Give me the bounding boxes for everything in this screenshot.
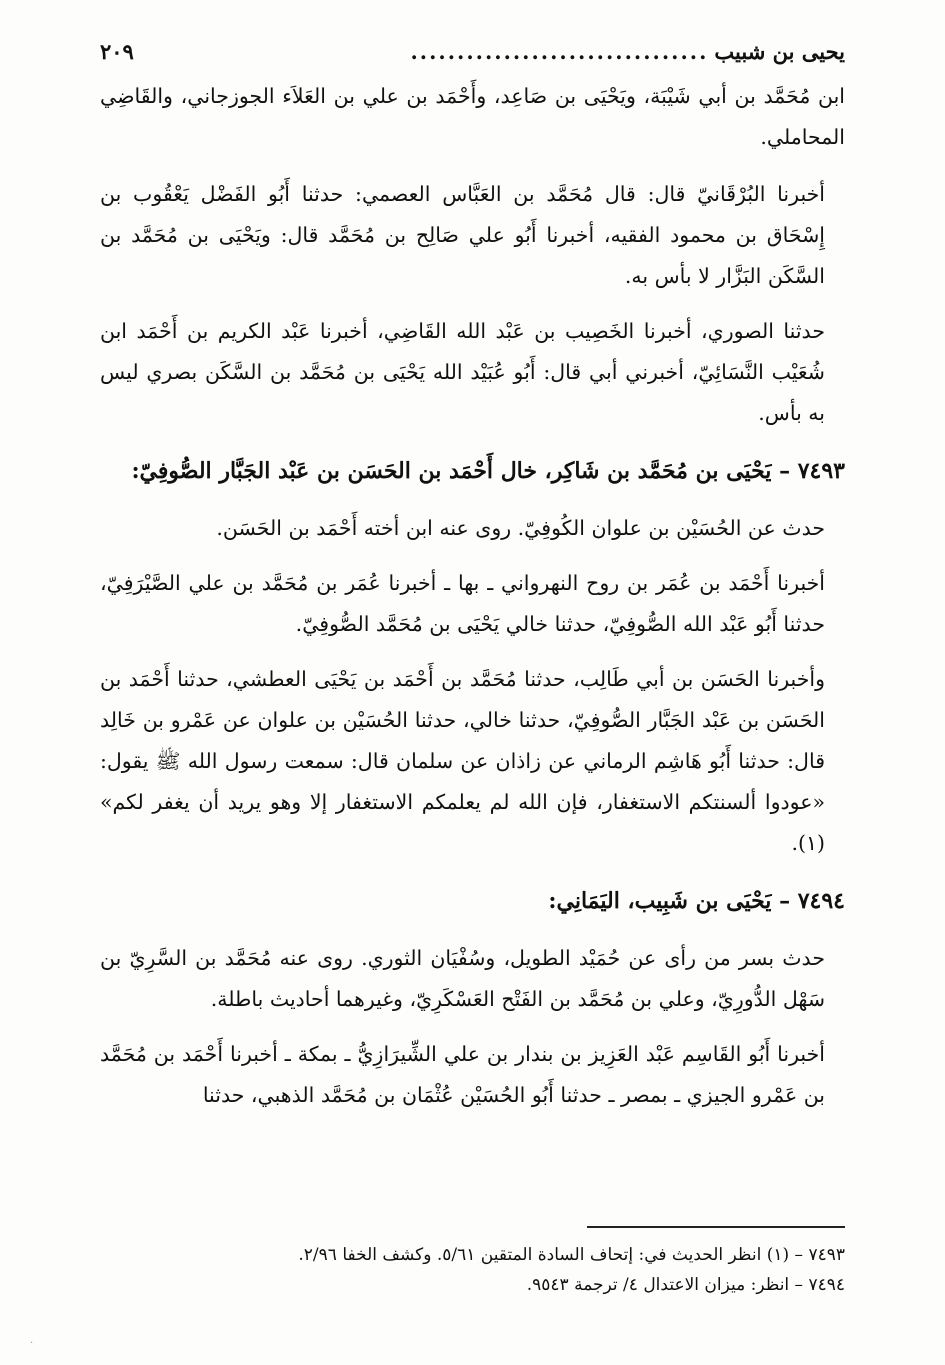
paragraph-burqani-report: أخبرنا البُرْقَانيّ قال: قال مُحَمَّد بن العَبَّاس العصمي: حدثنا أَبُو الفَضْل يَعْقُوب بن إِسْحَاق بن محمود الفقيه، أخبرنا أَبُو علي صَالِح بن مُحَمَّد قال: ويَحْيَى بن مُحَمَّد بن السَّكَن البَزَّار لا بأس به. [100, 182, 825, 288]
paragraph-suri-report: حدثنا الصوري، أخبرنا الخَصِيب بن عَبْد الله القَاضِي، أخبرنا عَبْد الكريم بن أَحْمَد ابن شُعَيْب النَّسَائِيّ، أخبرني أبي قال: أَبُو عُبَيْد الله يَحْيَى بن مُحَمَّد بن السَّكَن بصري ليس به بأس. [100, 319, 825, 425]
entry-heading-7494: ٧٤٩٤ – يَحْيَى بن شَبِيب، اليَمَانِي: [548, 888, 845, 914]
page-number: ٢٠٩ [100, 38, 134, 64]
paragraph-entry-7494-chain: أخبرنا أَبُو القَاسِم عَبْد العَزِيز بن بندار بن علي الشِّيرَازِيُّ ـ بمكة ـ أخبرنا أَحْمَد بن مُحَمَّد بن عَمْرو الجيزي ـ بمصر ـ حدثنا أَبُو الحُسَيْن عُثْمَان بن مُحَمَّد الذهبي، حدثنا [100, 1042, 825, 1107]
footnote-7493: ٧٤٩٣ – (١) انظر الحديث في: إتحاف السادة المتقين ٥/٦١. وكشف الخفا ٢/٩٦. [298, 1245, 845, 1265]
footnotes [100, 1240, 845, 1300]
paragraph-entry-7493-hadith: وأخبرنا الحَسَن بن أبي طَالِب، حدثنا مُحَمَّد بن أَحْمَد بن يَحْيَى العطشي، حدثنا أَحْمَد بن الحَسَن بن عَبْد الجَبَّار الصُّوفِيّ، حدثنا خالي، حدثنا الحُسَيْن بن علوان عن عَمْرو بن خَالِد قال: حدثنا أَبُو هَاشِم الرماني عن زاذان عن سلمان قال: سمعت رسول الله ﷺ يقول: «عودوا ألسنتكم الاستغفار، فإن الله لم يعلمكم الاستغفار إلا وهو يريد أن يغفر لكم» (١). [100, 667, 825, 855]
paragraph-entry-7494-summary: حدث بسر من رأى عن حُمَيْد الطويل، وسُفْيَان الثوري. روى عنه مُحَمَّد بن السَّرِيّ بن سَهْل الدُّورِيّ، وعلي بن مُحَمَّد بن الفَتْح العَسْكَرِيّ، وغيرهما أحاديث باطلة. [100, 946, 825, 1011]
header-leader-dots: ................................ [410, 38, 709, 64]
paragraph-entry-7493-summary: حدث عن الحُسَيْن بن علوان الكُوفِيّ. روى عنه ابن أخته أَحْمَد بن الحَسَن. [216, 516, 825, 540]
footnote-7494: ٧٤٩٤ – انظر: ميزان الاعتدال ٤/ ترجمة ٩٥٤٣. [526, 1275, 845, 1295]
entry-heading-7493: ٧٤٩٣ – يَحْيَى بن مُحَمَّد بن شَاكِر، خال أَحْمَد بن الحَسَن بن عَبْد الجَبَّار الصُّوفِيّ: [131, 458, 845, 484]
paragraph-entry-7493-chain-1: أخبرنا أَحْمَد بن عُمَر بن روح النهرواني ـ بها ـ أخبرنا عُمَر بن مُحَمَّد بن علي الصَّيْرَفِيّ، حدثنا أَبُو عَبْد الله الصُّوفِيّ، حدثنا خالي يَحْيَى بن مُحَمَّد الصُّوفِيّ. [100, 571, 825, 636]
main-text [100, 76, 845, 1130]
running-header [100, 34, 845, 68]
running-title: يحيى بن شبيب [714, 38, 845, 64]
scan-speck: · [30, 1338, 34, 1349]
footnote-separator-rule [587, 1226, 845, 1228]
paragraph-continuation: ابن مُحَمَّد بن أبي شَيْبَة، ويَحْيَى بن صَاعِد، وأَحْمَد بن علي بن العَلاَء الجوزجاني، والقَاضِي المحاملي. [100, 84, 845, 149]
